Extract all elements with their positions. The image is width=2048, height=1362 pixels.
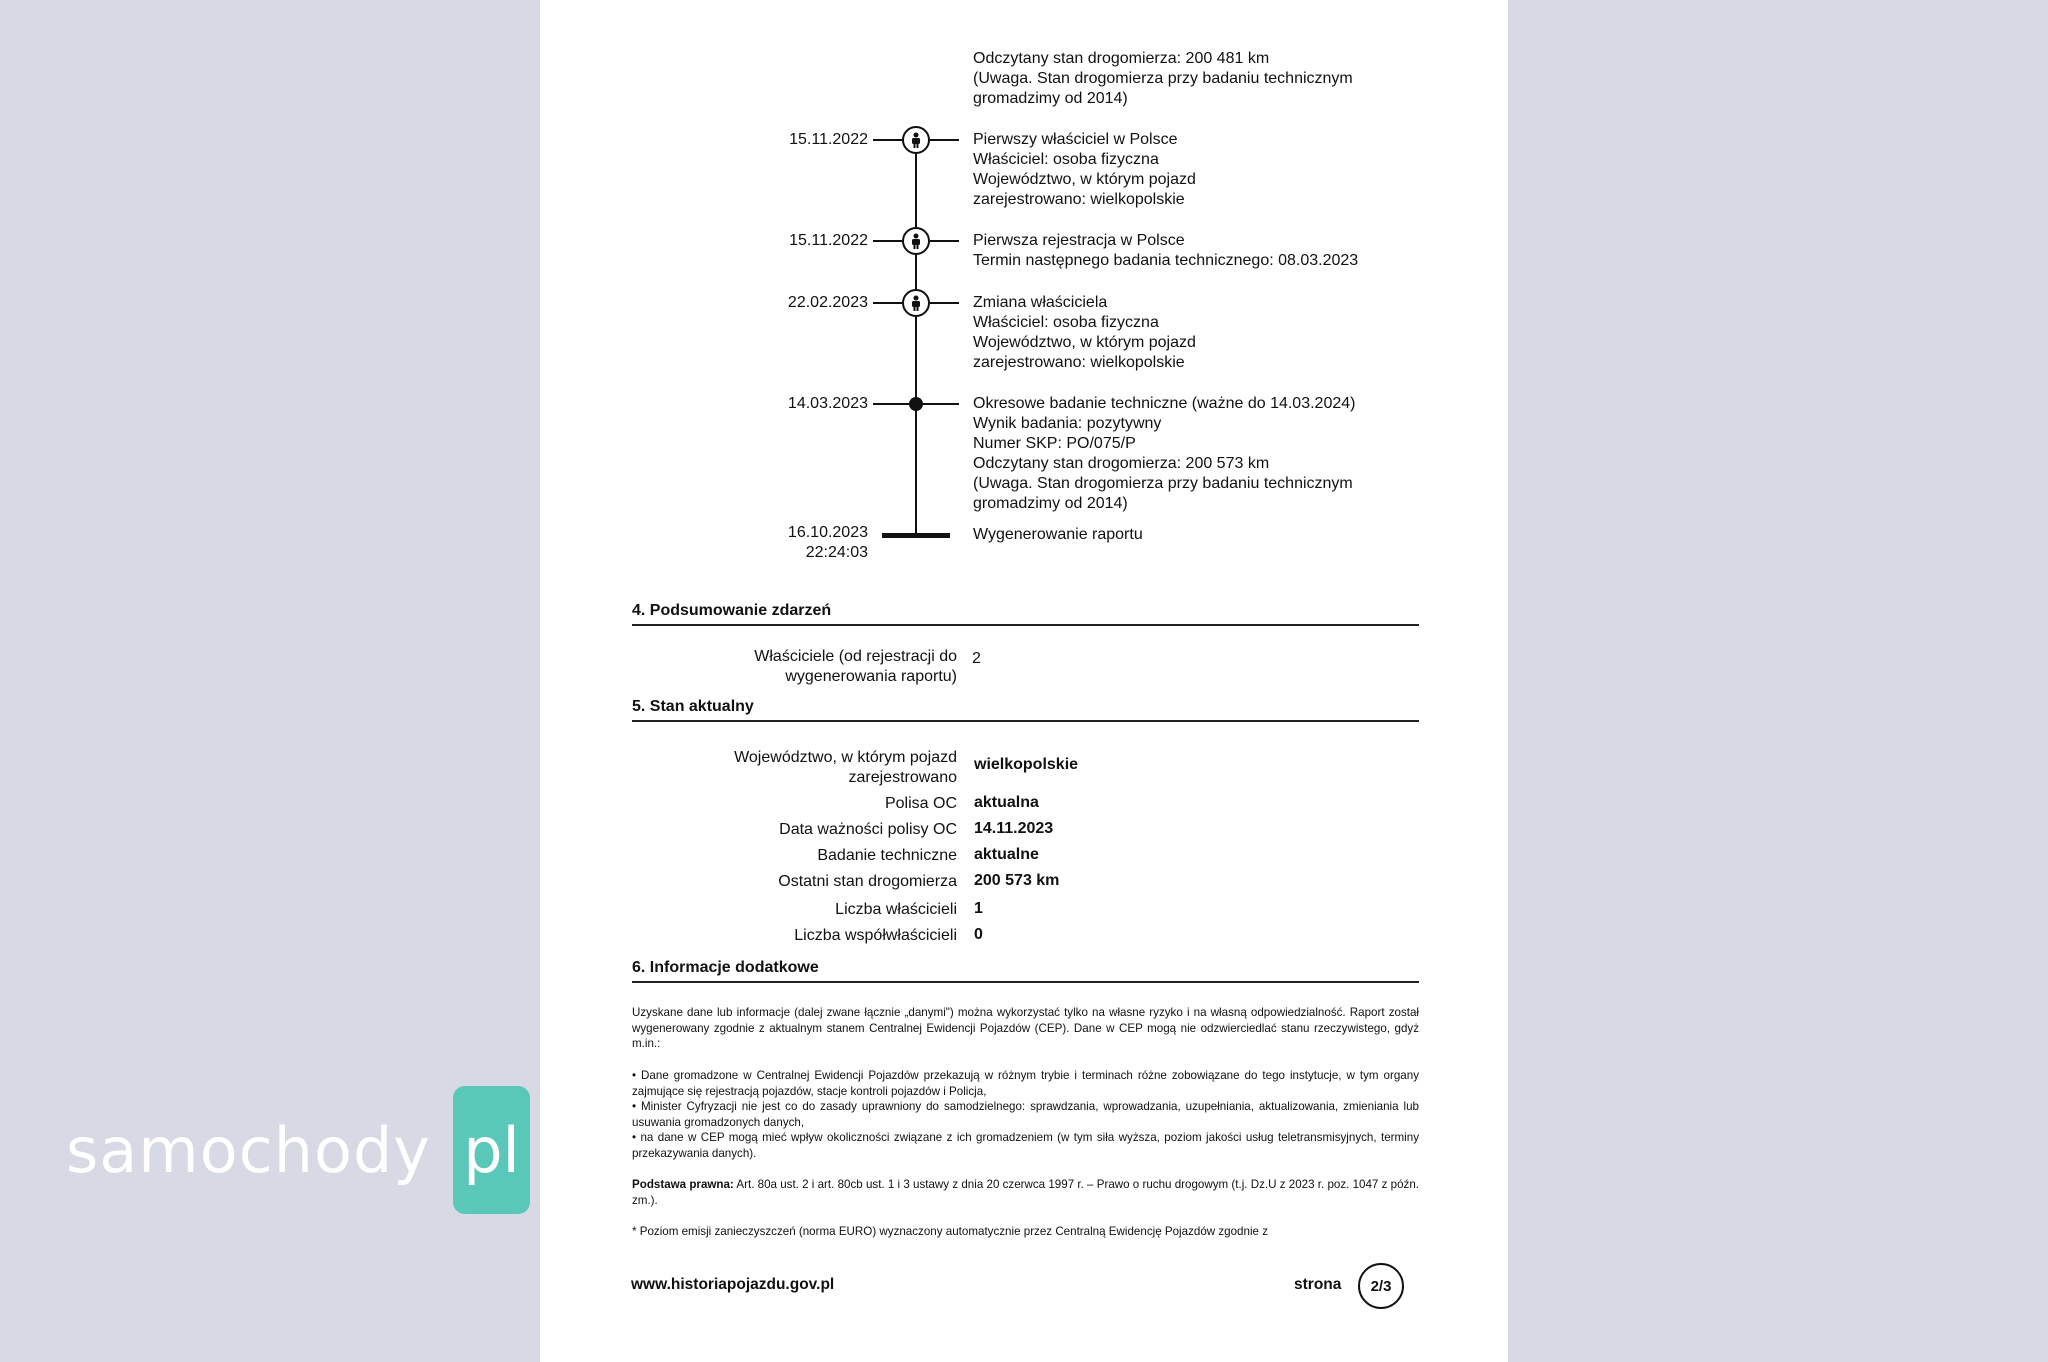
owners-summary-value: 2 bbox=[972, 650, 981, 667]
section-divider bbox=[632, 981, 1419, 983]
event-line: Właściciel: osoba fizyczna bbox=[973, 151, 1159, 168]
bullet-item: • Dane gromadzone w Centralnej Ewidencji Pojazdów przekazują w różnym trybie i terminach różne zobowiązane do tego instytucje, w tym organy zajmujące się rejestracją pojazdów, stacje kontroli pojazdów i Policja, bbox=[632, 1069, 1419, 1098]
event-text bbox=[973, 293, 1196, 373]
end-date: 16.10.2023 bbox=[787, 524, 868, 541]
timeline-line: gromadzimy od 2014) bbox=[973, 90, 1128, 107]
status-row-value: aktualna bbox=[974, 794, 1039, 811]
page-label: strona bbox=[1294, 1276, 1342, 1293]
person-icon bbox=[902, 126, 930, 154]
event-line: Wynik badania: pozytywny bbox=[973, 415, 1162, 432]
timeline-line: Odczytany stan drogomierza: 200 481 km bbox=[973, 50, 1270, 67]
bullet-item: • na dane w CEP mogą mieć wpływ okoliczności związane z ich gromadzeniem (w tym siła wyższa, poziom jakości usług teletransmisyjnych, terminy przekazywania danych). bbox=[632, 1131, 1419, 1160]
label-line: wygenerowania raportu) bbox=[785, 668, 957, 685]
report-generated-date bbox=[748, 523, 868, 563]
event-line: zarejestrowano: wielkopolskie bbox=[973, 191, 1185, 208]
timeline-line: (Uwaga. Stan drogomierza przy badaniu technicznym bbox=[973, 70, 1353, 87]
label-line: Województwo, w którym pojazd bbox=[734, 749, 957, 766]
section-title: 5. Stan aktualny bbox=[632, 698, 754, 715]
event-line: Okresowe badanie techniczne (ważne do 14.03.2024) bbox=[973, 395, 1356, 412]
timeline-end-bar bbox=[882, 533, 950, 538]
timeline-top-entry bbox=[973, 49, 1353, 109]
status-row-value: 1 bbox=[974, 900, 983, 917]
section-divider bbox=[632, 720, 1419, 722]
status-row-value: 0 bbox=[974, 926, 983, 943]
disclaimer-paragraph: Uzyskane dane lub informacje (dalej zwane łącznie „danymi") można wykorzystać tylko na własne ryzyko i na własną odpowiedzialność. Raport został wygenerowany zgodnie z aktualnym stanem Centralnej Ewidencji Pojazdów (CEP). Dane w CEP mogą nie odzwierciedlać stanu rzeczywistego, gdyż m.in.: bbox=[632, 1006, 1419, 1050]
status-row-label: Polisa OC bbox=[884, 795, 957, 812]
event-line: gromadzimy od 2014) bbox=[973, 495, 1128, 512]
status-row-label: Liczba współwłaścicieli bbox=[794, 927, 957, 944]
footnote: * Poziom emisji zanieczyszczeń (norma EURO) wyznaczony automatycznie przez Centralną Ewidencję Pojazdów zgodnie z bbox=[632, 1225, 1268, 1238]
status-row-label: Liczba właścicieli bbox=[835, 901, 957, 918]
legal-basis-label: Podstawa prawna: bbox=[632, 1178, 734, 1191]
footer-url[interactable]: www.historiapojazdu.gov.pl bbox=[631, 1276, 835, 1293]
event-line: Zmiana właściciela bbox=[973, 294, 1108, 311]
report-generated-label: Wygenerowanie raportu bbox=[973, 526, 1143, 543]
logo-suffix-badge: pl bbox=[453, 1086, 530, 1214]
event-date: 22.02.2023 bbox=[787, 294, 868, 311]
event-date: 15.11.2022 bbox=[789, 232, 868, 249]
person-icon bbox=[902, 289, 930, 317]
section-title: 4. Podsumowanie zdarzeń bbox=[632, 602, 832, 619]
owners-summary-label bbox=[627, 647, 957, 687]
event-line: Odczytany stan drogomierza: 200 573 km bbox=[973, 455, 1270, 472]
status-row-value: 14.11.2023 bbox=[974, 820, 1054, 837]
legal-basis bbox=[632, 1177, 1419, 1208]
page-number-badge: 2/3 bbox=[1358, 1263, 1404, 1309]
status-row-value: 200 573 km bbox=[974, 872, 1060, 889]
status-row-label: Badanie techniczne bbox=[817, 847, 957, 864]
status-row-label bbox=[627, 748, 957, 788]
event-line: zarejestrowano: wielkopolskie bbox=[973, 354, 1185, 371]
event-text bbox=[973, 394, 1355, 514]
legal-basis-text: Art. 80a ust. 2 i art. 80cb ust. 1 i 3 ustawy z dnia 20 czerwca 1997 r. – Prawo o ruchu drogowym (t.j. Dz.U z 2023 r. poz. 1047 z późn. zm.). bbox=[632, 1178, 1419, 1207]
event-line: (Uwaga. Stan drogomierza przy badaniu technicznym bbox=[973, 475, 1353, 492]
status-row-label: Data ważności polisy OC bbox=[779, 821, 957, 838]
event-line: Właściciel: osoba fizyczna bbox=[973, 314, 1159, 331]
samochody-pl-logo bbox=[66, 1086, 530, 1214]
event-line: Województwo, w którym pojazd bbox=[973, 334, 1196, 351]
event-date: 15.11.2022 bbox=[789, 131, 868, 148]
label-line: Właściciele (od rejestracji do bbox=[754, 648, 957, 665]
event-line: Termin następnego badania technicznego: 08.03.2023 bbox=[973, 252, 1359, 269]
status-row-value: aktualne bbox=[974, 846, 1039, 863]
logo-wordmark: samochody bbox=[66, 1113, 431, 1187]
status-row-value: wielkopolskie bbox=[974, 756, 1079, 773]
event-date: 14.03.2023 bbox=[787, 395, 868, 412]
person-icon bbox=[902, 227, 930, 255]
end-time: 22:24:03 bbox=[805, 544, 868, 561]
event-line: Numer SKP: PO/075/P bbox=[973, 435, 1136, 452]
event-text bbox=[973, 231, 1358, 271]
event-line: Pierwszy właściciel w Polsce bbox=[973, 131, 1178, 148]
event-dot-icon bbox=[909, 397, 923, 411]
label-line: zarejestrowano bbox=[848, 769, 957, 786]
event-line: Pierwsza rejestracja w Polsce bbox=[973, 232, 1185, 249]
section-divider bbox=[632, 624, 1419, 626]
event-line: Województwo, w którym pojazd bbox=[973, 171, 1196, 188]
event-text bbox=[973, 130, 1196, 210]
section-title: 6. Informacje dodatkowe bbox=[632, 959, 819, 976]
bullet-item: • Minister Cyfryzacji nie jest co do zasady uprawniony do samodzielnego: sprawdzania, wprowadzania, uzupełniania, aktualizowania, zmieniania lub usuwania gromadzonych danych, bbox=[632, 1100, 1419, 1129]
timeline-axis bbox=[915, 136, 917, 534]
disclaimer-bullets bbox=[632, 1068, 1419, 1161]
status-row-label: Ostatni stan drogomierza bbox=[778, 873, 957, 890]
